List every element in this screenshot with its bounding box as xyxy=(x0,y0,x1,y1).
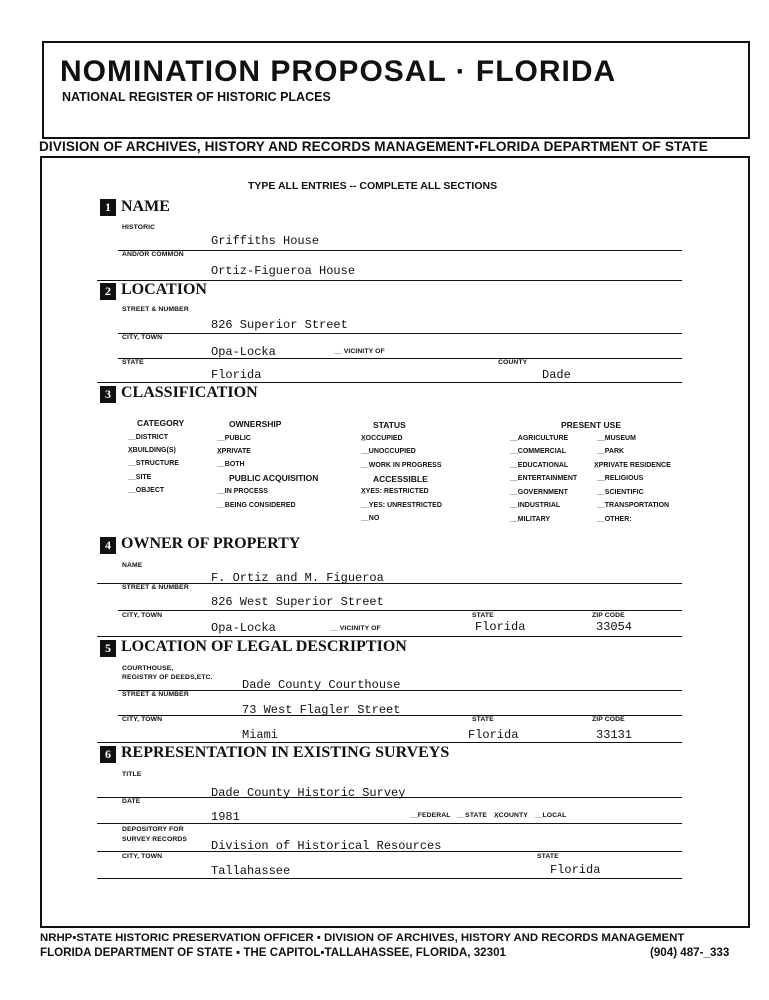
form-subtitle: NATIONAL REGISTER OF HISTORIC PLACES xyxy=(62,90,331,104)
street-label: STREET & NUMBER xyxy=(122,584,189,591)
rule xyxy=(118,690,682,691)
instruction: TYPE ALL ENTRIES -- COMPLETE ALL SECTIONS xyxy=(248,180,498,192)
category-item: X̲BUILDING(S) xyxy=(128,447,176,454)
city-value: Opa-Locka xyxy=(211,621,276,635)
use-item: __SCIENTIFIC xyxy=(597,489,644,496)
rule xyxy=(118,358,682,359)
use-item: __MUSEUM xyxy=(597,435,636,442)
state-value: Florida xyxy=(550,863,601,877)
rule xyxy=(97,851,682,852)
historic-name: Griffiths House xyxy=(211,234,320,248)
acquisition-heading: PUBLIC ACQUISITION xyxy=(229,473,319,483)
survey-title-value: Dade County Historic Survey xyxy=(211,786,406,800)
zip-value: 33131 xyxy=(596,728,633,742)
county-value: Dade xyxy=(542,368,571,382)
vicinity-label: __ VICINITY OF xyxy=(334,348,385,355)
county-label: COUNTY xyxy=(498,359,528,366)
survey-levels: __FEDERAL __STATE X̲COUNTY __LOCAL xyxy=(410,812,567,819)
section-2-number: 2 xyxy=(100,283,116,300)
rule xyxy=(97,636,682,637)
street-value: 73 West Flagler Street xyxy=(242,703,401,717)
state-value: Florida xyxy=(211,368,262,382)
acquisition-item: __IN PROCESS xyxy=(217,488,268,495)
section-4-title: OWNER OF PROPERTY xyxy=(121,535,301,552)
state-label: STATE xyxy=(472,716,494,723)
use-item: __PARK xyxy=(597,448,625,455)
category-item: __SITE xyxy=(128,474,152,481)
use-item: __TRANSPORTATION xyxy=(597,502,670,509)
ownership-item: X̲PRIVATE xyxy=(217,448,251,455)
status-heading: STATUS xyxy=(373,420,406,430)
use-item: __GOVERNMENT xyxy=(510,489,568,496)
section-3-number: 3 xyxy=(100,386,116,403)
use-item: __INDUSTRIAL xyxy=(510,502,561,509)
depository-label: SURVEY RECORDS xyxy=(122,836,187,843)
survey-title-label: TITLE xyxy=(122,771,142,778)
ownership-item: __BOTH xyxy=(217,461,245,468)
footer-phone: (904) 487-_333 xyxy=(650,946,730,959)
section-3-title: CLASSIFICATION xyxy=(121,384,258,401)
present-use-heading: PRESENT USE xyxy=(561,420,621,430)
rule xyxy=(97,797,682,798)
category-heading: CATEGORY xyxy=(137,418,185,428)
city-value: Tallahassee xyxy=(211,864,291,878)
common-label: AND/OR COMMON xyxy=(122,251,184,258)
state-value: Florida xyxy=(475,620,526,634)
city-label: CITY, TOWN xyxy=(122,612,163,619)
use-item: __COMMERCIAL xyxy=(510,448,567,455)
section-1-title: NAME xyxy=(121,198,170,215)
zip-value: 33054 xyxy=(596,620,633,634)
section-6-title: REPRESENTATION IN EXISTING SURVEYS xyxy=(121,744,450,761)
rule xyxy=(97,742,682,743)
date-label: DATE xyxy=(122,798,141,805)
city-value: Miami xyxy=(242,728,279,742)
zip-label: ZIP CODE xyxy=(592,716,625,723)
accessible-item: __YES: UNRESTRICTED xyxy=(361,502,442,509)
state-value: Florida xyxy=(468,728,519,742)
section-5-title: LOCATION OF LEGAL DESCRIPTION xyxy=(121,638,407,655)
use-item: X̲PRIVATE RESIDENCE xyxy=(594,462,671,469)
division-bar: DIVISION OF ARCHIVES, HISTORY AND RECORDS MANAGEMENT▪FLORIDA DEPARTMENT OF STATE xyxy=(39,139,708,154)
status-item: __UNOCCUPIED xyxy=(361,448,416,455)
section-2-title: LOCATION xyxy=(121,281,207,298)
city-label: CITY, TOWN xyxy=(122,334,163,341)
street-label: STREET & NUMBER xyxy=(122,691,189,698)
use-item: __MILITARY xyxy=(510,516,551,523)
accessible-heading: ACCESSIBLE xyxy=(373,474,428,484)
depository-value: Division of Historical Resources xyxy=(211,839,442,853)
rule xyxy=(118,610,682,611)
use-item: __EDUCATIONAL xyxy=(510,462,569,469)
city-label: CITY, TOWN xyxy=(122,716,163,723)
rule xyxy=(97,382,682,383)
street-value: 826 West Superior Street xyxy=(211,595,384,609)
rule xyxy=(97,823,682,824)
use-item: __AGRICULTURE xyxy=(510,435,569,442)
category-item: __DISTRICT xyxy=(128,434,169,441)
section-5-number: 5 xyxy=(100,640,116,657)
footer-line-2: FLORIDA DEPARTMENT OF STATE ▪ THE CAPITOL▪TALLAHASSEE, FLORIDA, 32301 xyxy=(40,946,506,959)
footer-line-1: NRHP▪STATE HISTORIC PRESERVATION OFFICER ▪ DIVISION OF ARCHIVES, HISTORY AND RECORDS MANAGEMENT xyxy=(40,932,685,944)
ownership-item: __PUBLIC xyxy=(217,435,251,442)
rule xyxy=(118,250,682,251)
common-name: Ortiz-Figueroa House xyxy=(211,264,356,278)
accessible-item: X̲YES: RESTRICTED xyxy=(361,488,429,495)
section-6-number: 6 xyxy=(100,746,116,763)
use-item: __RELIGIOUS xyxy=(597,475,644,482)
accessible-item: __NO xyxy=(361,515,380,522)
historic-label: HISTORIC xyxy=(122,224,156,231)
street-value: 826 Superior Street xyxy=(211,318,348,332)
owner-name-label: NAME xyxy=(122,562,143,569)
rule xyxy=(97,878,682,879)
section-4-number: 4 xyxy=(100,537,116,554)
date-value: 1981 xyxy=(211,810,240,824)
section-1-number: 1 xyxy=(100,199,116,216)
depository-label: DEPOSITORY FOR xyxy=(122,826,184,833)
category-item: __OBJECT xyxy=(128,487,165,494)
acquisition-item: __BEING CONSIDERED xyxy=(217,502,296,509)
status-item: X̲OCCUPIED xyxy=(361,435,403,442)
city-value: Opa-Locka xyxy=(211,345,276,359)
courthouse-label: COURTHOUSE, xyxy=(122,665,174,672)
use-item: __ENTERTAINMENT xyxy=(510,475,578,482)
street-label: STREET & NUMBER xyxy=(122,306,189,313)
owner-name-value: F. Ortiz and M. Figueroa xyxy=(211,571,384,585)
city-label: CITY, TOWN xyxy=(122,853,163,860)
courthouse-value: Dade County Courthouse xyxy=(242,678,401,692)
zip-label: ZIP CODE xyxy=(592,612,625,619)
category-item: __STRUCTURE xyxy=(128,460,179,467)
state-label: STATE xyxy=(472,612,494,619)
vicinity-label: __ VICINITY OF xyxy=(330,625,381,632)
status-item: __WORK IN PROGRESS xyxy=(361,462,442,469)
courthouse-label: REGISTRY OF DEEDS,ETC. xyxy=(122,674,213,681)
form-title: NOMINATION PROPOSAL · FLORIDA xyxy=(60,55,617,88)
state-label: STATE xyxy=(537,853,559,860)
ownership-heading: OWNERSHIP xyxy=(229,419,282,429)
state-label: STATE xyxy=(122,359,144,366)
use-item: __OTHER: xyxy=(597,516,632,523)
rule xyxy=(118,333,682,334)
